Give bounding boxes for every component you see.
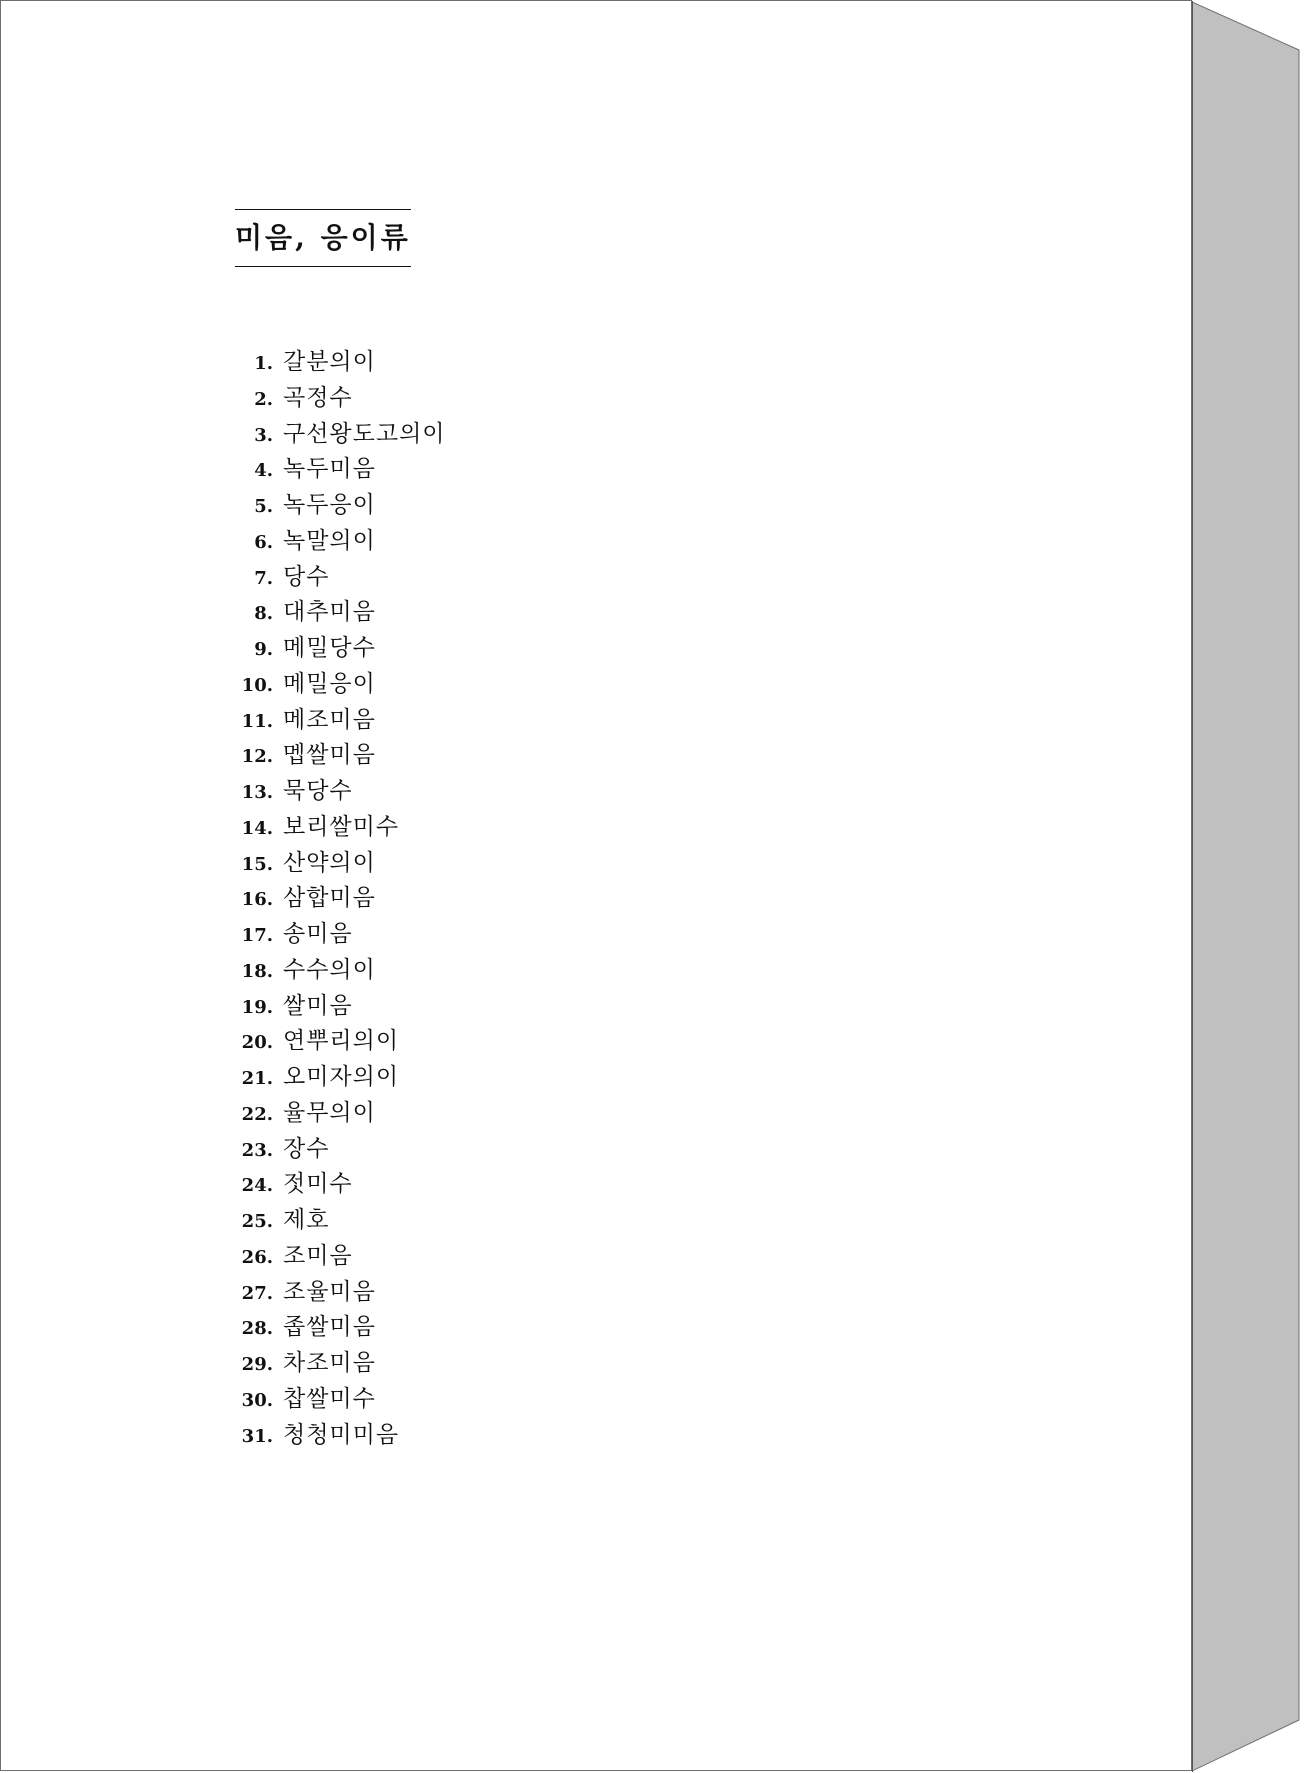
item-name: 구선왕도고의이	[283, 420, 446, 447]
item-number: 23.	[241, 1139, 273, 1161]
list-item	[233, 1275, 446, 1311]
item-name: 장수	[283, 1135, 330, 1162]
item-number: 28.	[241, 1318, 273, 1340]
item-number: 25.	[241, 1211, 273, 1232]
list-item	[233, 953, 446, 989]
list-item	[233, 452, 446, 488]
recipe-list	[233, 345, 446, 1453]
item-name: 차조미음	[283, 1350, 376, 1376]
item-number: 16.	[241, 889, 273, 911]
list-item	[233, 989, 446, 1025]
item-number: 22.	[241, 1103, 273, 1125]
item-number: 19.	[241, 996, 273, 1018]
list-item	[233, 1060, 446, 1096]
item-name: 오미자의이	[283, 1064, 400, 1090]
item-number: 31.	[241, 1425, 273, 1447]
item-name: 수수의이	[283, 956, 376, 983]
list-item	[233, 917, 446, 953]
list-item	[233, 703, 446, 739]
list-item	[233, 1239, 446, 1275]
item-name: 젓미수	[283, 1171, 353, 1198]
list-item	[233, 417, 446, 453]
item-number: 12.	[241, 746, 273, 768]
item-name: 청청미미음	[283, 1421, 400, 1448]
book-edge-face	[1192, 2, 1299, 1771]
item-name: 좁쌀미음	[283, 1314, 376, 1341]
item-name: 멥쌀미음	[283, 742, 376, 769]
item-number: 3.	[254, 424, 273, 446]
item-number: 17.	[241, 925, 273, 946]
list-item	[233, 560, 446, 596]
item-name: 보리쌀미수	[283, 813, 400, 840]
item-name: 메밀응이	[283, 670, 376, 697]
list-item	[233, 1167, 446, 1203]
item-number: 11.	[241, 710, 273, 732]
item-number: 5.	[254, 496, 273, 517]
list-item	[233, 524, 446, 560]
item-name: 녹말의이	[283, 527, 376, 554]
item-name: 메밀당수	[283, 635, 376, 661]
item-number: 20.	[241, 1032, 273, 1054]
list-item	[233, 1382, 446, 1418]
item-name: 쌀미음	[283, 992, 353, 1019]
item-number: 18.	[241, 960, 273, 982]
list-item	[233, 345, 446, 381]
item-number: 14.	[241, 817, 273, 839]
item-name: 산약의이	[283, 849, 376, 876]
list-item	[233, 738, 446, 774]
item-name: 제호	[283, 1207, 330, 1233]
item-name: 조미음	[283, 1242, 353, 1269]
item-name: 연뿌리의이	[283, 1028, 400, 1055]
item-name: 곡정수	[283, 384, 353, 411]
item-number: 24.	[241, 1175, 273, 1197]
item-number: 4.	[254, 460, 273, 482]
item-number: 6.	[254, 531, 273, 553]
item-name: 묵당수	[283, 778, 353, 804]
list-item	[233, 667, 446, 703]
section-heading	[235, 209, 411, 267]
item-name: 대추미음	[283, 599, 376, 626]
list-item	[233, 1418, 446, 1454]
item-number: 1.	[254, 353, 273, 374]
item-name: 녹두응이	[283, 492, 376, 518]
item-number: 7.	[254, 567, 273, 589]
item-name: 송미음	[283, 921, 353, 947]
item-name: 조율미음	[283, 1278, 376, 1305]
page-title: 미음, 응이류	[235, 221, 411, 254]
list-item	[233, 631, 446, 667]
list-item	[233, 1096, 446, 1132]
item-name: 당수	[283, 563, 330, 590]
list-item	[233, 1346, 446, 1382]
list-item	[233, 774, 446, 810]
book-side-edge	[1192, 0, 1309, 1773]
list-item	[233, 810, 446, 846]
item-name: 갈분의이	[283, 349, 376, 375]
item-number: 8.	[254, 603, 273, 625]
item-number: 9.	[254, 639, 273, 660]
item-number: 13.	[241, 782, 273, 803]
item-number: 30.	[241, 1389, 273, 1411]
item-number: 27.	[241, 1282, 273, 1304]
item-name: 녹두미음	[283, 456, 376, 483]
list-item	[233, 1203, 446, 1239]
item-number: 10.	[241, 674, 273, 696]
item-number: 15.	[241, 853, 273, 875]
item-number: 2.	[254, 388, 273, 410]
item-name: 메조미음	[283, 706, 376, 733]
item-name: 찹쌀미수	[283, 1385, 376, 1412]
item-number: 29.	[241, 1354, 273, 1375]
list-item	[233, 1024, 446, 1060]
item-number: 26.	[241, 1246, 273, 1268]
heading-bottom-rule	[235, 266, 411, 267]
list-item	[233, 488, 446, 524]
list-item	[233, 595, 446, 631]
item-number: 21.	[241, 1068, 273, 1089]
list-item	[233, 1132, 446, 1168]
item-name: 율무의이	[283, 1099, 376, 1126]
list-item	[233, 846, 446, 882]
list-item	[233, 1310, 446, 1346]
list-item	[233, 381, 446, 417]
item-name: 삼합미음	[283, 885, 376, 912]
list-item	[233, 881, 446, 917]
